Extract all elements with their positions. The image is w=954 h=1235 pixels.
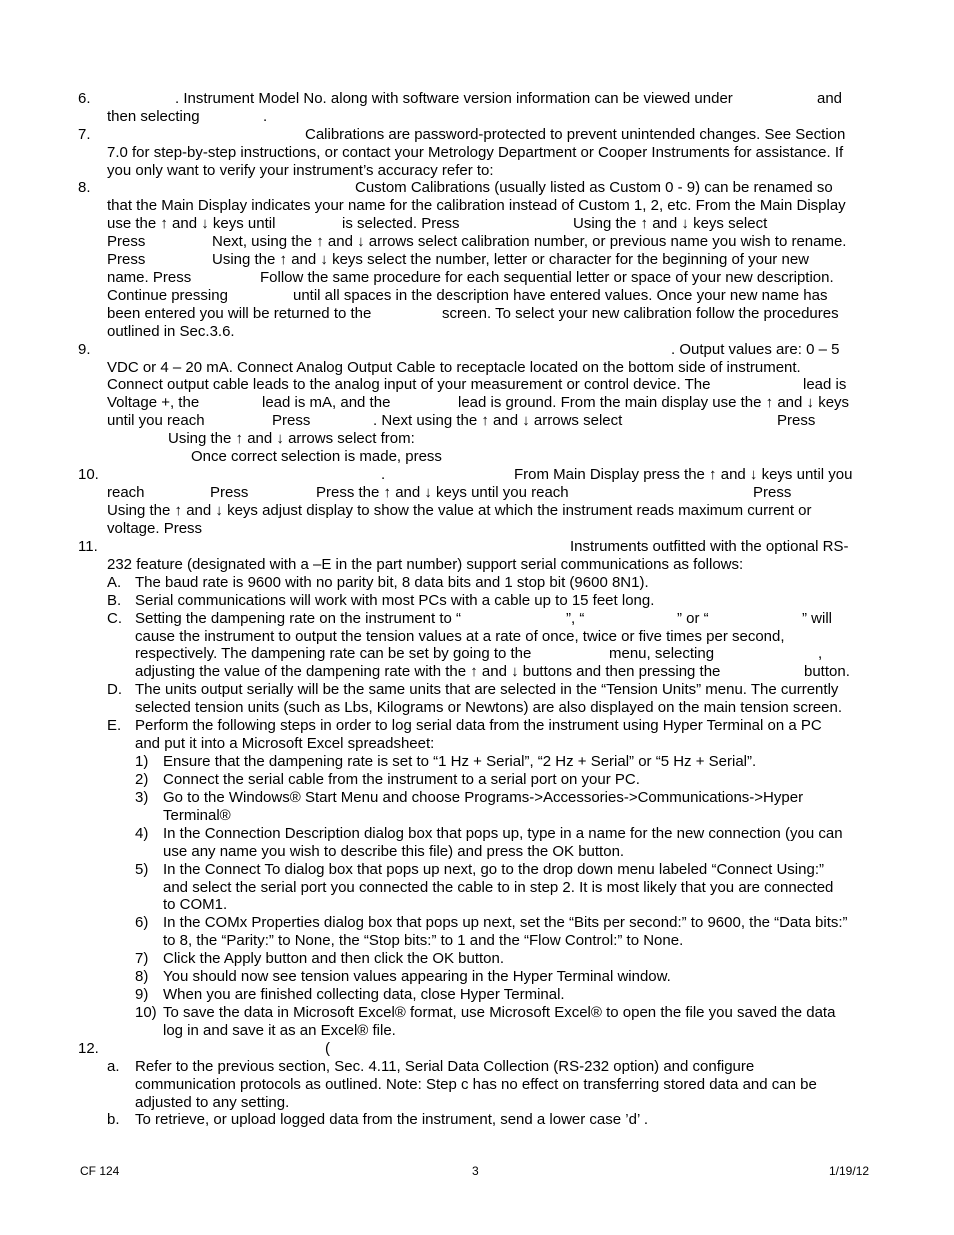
text-line: 2) [135, 771, 149, 788]
text-line: voltage. Press [107, 520, 203, 537]
text-line: In the Connection Description dialog box that pops up, type in a name for the new connection (you can [163, 825, 843, 842]
text-line: Custom Calibrations (usually listed as Custom 0 - 9) can be renamed so [355, 179, 833, 196]
text-line: lead is ground. From the main display use the ↑ and ↓ keys [458, 394, 850, 411]
text-line: 12. [78, 1040, 99, 1057]
text-line: VDC or 4 – 20 mA. Connect Analog Output Cable to receptacle located on the bottom side of instrument. [107, 359, 801, 376]
text-line: menu, selecting [609, 645, 715, 662]
text-line: . Instrument Model No. along with software version information can be viewed under [175, 90, 733, 107]
text-line: Press [107, 233, 146, 250]
text-line: 7) [135, 950, 149, 967]
text-line: ” or “ [677, 610, 709, 627]
text-line: respectively. The dampening rate can be set by going to the [135, 645, 532, 662]
text-line: ( [325, 1040, 330, 1057]
text-line: ”, “ [566, 610, 585, 627]
text-line: Instruments outfitted with the optional RS- [570, 538, 849, 555]
text-line: 10) [135, 1004, 157, 1021]
text-line: E. [107, 717, 122, 734]
text-line: 7. [78, 126, 91, 143]
text-line: Using the ↑ and ↓ keys adjust display to show the value at which the instrument reads maximum current or [107, 502, 812, 519]
text-line: and [817, 90, 843, 107]
text-line: then selecting [107, 108, 200, 125]
text-line: . [381, 466, 386, 483]
text-line: Refer to the previous section, Sec. 4.11, Serial Data Collection (RS-232 option) and configure [135, 1058, 755, 1075]
text-line: 5) [135, 861, 149, 878]
text-line: until all spaces in the description have entered values. Once your new name has [293, 287, 828, 304]
text-line: 232 feature (designated with a –E in the part number) support serial communications as follows: [107, 556, 744, 573]
text-line: Serial communications will work with most PCs with a cable up to 15 feet long. [135, 592, 655, 609]
text-line: From Main Display press the ↑ and ↓ keys until you [514, 466, 853, 483]
text-line: 3) [135, 789, 149, 806]
text-line: 8. [78, 179, 91, 196]
text-line: 9) [135, 986, 149, 1003]
text-line: Press [753, 484, 792, 501]
text-line: Using the ↑ and ↓ arrows select from: [168, 430, 415, 447]
text-line: , [818, 645, 823, 662]
text-line: lead is [803, 376, 847, 393]
text-line: 7.0 for step-by-step instructions, or contact your Metrology Department or Cooper Instruments for assistance. If [107, 144, 844, 161]
text-line: C. [107, 610, 122, 627]
text-line: button. [804, 663, 850, 680]
text-line: outlined in Sec.3.6. [107, 323, 235, 340]
text-line: Press [210, 484, 249, 501]
text-line: To retrieve, or upload logged data from the instrument, send a lower case ’d’ . [135, 1111, 649, 1128]
text-line: cause the instrument to output the tension values at a rate of once, twice or five times per second, [135, 628, 785, 645]
text-line: The units output serially will be the same units that are selected in the “Tension Units” menu. The currently [135, 681, 839, 698]
text-line: Using the ↑ and ↓ keys select the number, letter or character for the beginning of your new [212, 251, 809, 268]
text-line: To save the data in Microsoft Excel® format, use Microsoft Excel® to open the file you saved the data [163, 1004, 836, 1021]
text-line: and put it into a Microsoft Excel spreadsheet: [135, 735, 435, 752]
text-line: 4) [135, 825, 149, 842]
text-line: lead is mA, and the [262, 394, 391, 411]
text-line: Ensure that the dampening rate is set to “1 Hz + Serial”, “2 Hz + Serial” or “5 Hz + Serial”. [163, 753, 757, 770]
text-line: screen. To select your new calibration follow the procedures [442, 305, 839, 322]
text-line: use the ↑ and ↓ keys until [107, 215, 276, 232]
text-line: Continue pressing [107, 287, 228, 304]
text-line: 11. [78, 538, 98, 555]
text-line: . [263, 108, 268, 125]
text-line: b. [107, 1111, 120, 1128]
text-line: The baud rate is 9600 with no parity bit, 8 data bits and 1 stop bit (9600 8N1). [135, 574, 649, 591]
text-line: You should now see tension values appearing in the Hyper Terminal window. [163, 968, 671, 985]
text-line: name. Press [107, 269, 192, 286]
text-line: that the Main Display indicates your name for the calibration instead of Custom 1, 2, etc. From the Main Display [107, 197, 846, 214]
text-line: is selected. Press [342, 215, 460, 232]
text-line: B. [107, 592, 122, 609]
text-line: . Next using the ↑ and ↓ arrows select [373, 412, 623, 429]
text-line: Press [107, 251, 146, 268]
text-line: Press [777, 412, 816, 429]
text-line: 8) [135, 968, 149, 985]
text-line: use any name you wish to describe this file) and press the OK button. [163, 843, 625, 860]
text-line: When you are finished collecting data, close Hyper Terminal. [163, 986, 565, 1003]
text-line: communication protocols as outlined. Note: Step c has no effect on transferring stored data and can be [135, 1076, 817, 1093]
text-line: Using the ↑ and ↓ keys select [573, 215, 768, 232]
text-line: selected tension units (such as Lbs, Kilograms or Newtons) are also displayed on the main tension screen. [135, 699, 843, 716]
text-line: Connect the serial cable from the instrument to a serial port on your PC. [163, 771, 640, 788]
text-line: Follow the same procedure for each sequential letter or space of your new description. [260, 269, 834, 286]
text-line: Connect output cable leads to the analog input of your measurement or control device. The [107, 376, 711, 393]
text-line: 10. [78, 466, 99, 483]
text-line: 6. [78, 90, 91, 107]
text-line: 6) [135, 914, 149, 931]
text-line: Voltage +, the [107, 394, 200, 411]
text-line: to COM1. [163, 896, 228, 913]
text-line: 9. [78, 341, 91, 358]
footer-page-number: 3 [472, 1164, 479, 1178]
text-line: reach [107, 484, 145, 501]
text-line: In the Connect To dialog box that pops up next, go to the drop down menu labeled “Connect Using:” [163, 861, 824, 878]
footer-date: 1/19/12 [829, 1164, 870, 1178]
text-line: Terminal® [163, 807, 231, 824]
text-line: ” will [802, 610, 832, 627]
text-line: Setting the dampening rate on the instrument to “ [135, 610, 462, 627]
text-line: Once correct selection is made, press [191, 448, 442, 465]
text-line: Next, using the ↑ and ↓ arrows select calibration number, or previous name you wish to rename. [212, 233, 847, 250]
text-line: a. [107, 1058, 120, 1075]
text-line: adjusted to any setting. [135, 1094, 290, 1111]
text-line: D. [107, 681, 122, 698]
text-line: In the COMx Properties dialog box that pops up next, set the “Bits per second:” to 9600, the “Data bits:” [163, 914, 848, 931]
text-line: A. [107, 574, 122, 591]
text-line: adjusting the value of the dampening rate with the ↑ and ↓ buttons and then pressing the [135, 663, 721, 680]
footer-doc-code: CF 124 [80, 1164, 120, 1178]
text-line: Calibrations are password-protected to prevent unintended changes. See Section [305, 126, 846, 143]
text-line: to 8, the “Parity:” to None, the “Stop bits:” to 1 and the “Flow Control:” to None. [163, 932, 684, 949]
text-line: Press [272, 412, 311, 429]
text-line: Go to the Windows® Start Menu and choose Programs->Accessories->Communications->Hyper [163, 789, 804, 806]
text-line: and select the serial port you connected the cable to in step 2. It is most likely that you are connected [163, 879, 834, 896]
text-line: until you reach [107, 412, 205, 429]
text-line: Click the Apply button and then click the OK button. [163, 950, 505, 967]
text-line: . Output values are: 0 – 5 [671, 341, 840, 358]
text-line: been entered you will be returned to the [107, 305, 372, 322]
text-line: Press the ↑ and ↓ keys until you reach [316, 484, 569, 501]
text-line: 1) [135, 753, 149, 770]
text-line: you only want to verify your instrument’s accuracy refer to: [107, 162, 494, 179]
text-line: Perform the following steps in order to log serial data from the instrument using Hyper Terminal on a PC [135, 717, 822, 734]
text-line: log in and save it as an Excel® file. [163, 1022, 396, 1039]
